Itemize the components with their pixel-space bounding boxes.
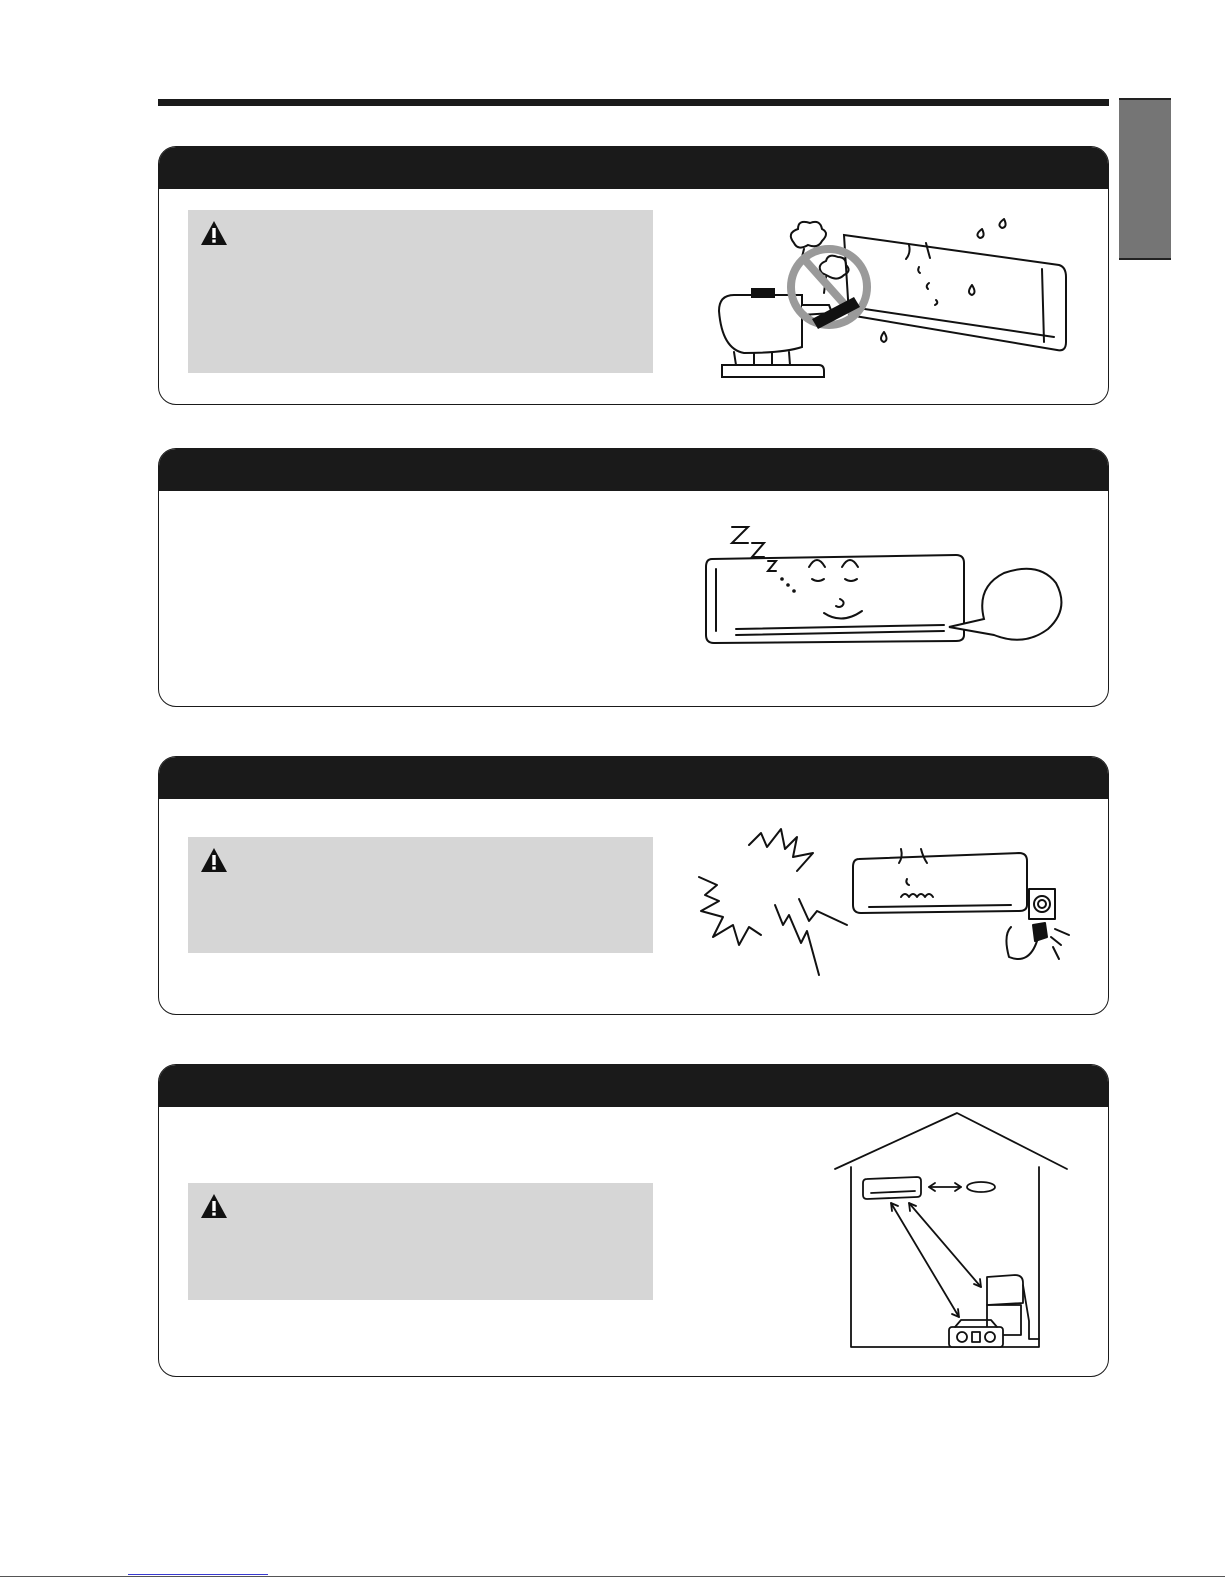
sleeping-unit-illustration xyxy=(694,517,1074,667)
warning-triangle-icon xyxy=(200,847,228,873)
section-interference xyxy=(158,1064,1109,1377)
house-interference-illustration xyxy=(829,1107,1079,1352)
warning-box xyxy=(188,210,653,373)
warning-box xyxy=(188,1183,653,1300)
steam-near-unit-illustration xyxy=(714,207,1089,387)
section-header xyxy=(159,147,1108,189)
section-quiet xyxy=(158,448,1109,707)
bottom-rule xyxy=(0,1576,1225,1577)
section-header xyxy=(159,1065,1108,1107)
top-rule xyxy=(158,99,1109,106)
warning-box xyxy=(188,837,653,953)
section-header xyxy=(159,449,1108,491)
lightning-unplug-illustration xyxy=(689,825,1079,990)
section-steam xyxy=(158,146,1109,405)
section-lightning xyxy=(158,756,1109,1015)
footer-link-underline xyxy=(128,1574,268,1575)
language-side-tab xyxy=(1119,98,1171,260)
warning-triangle-icon xyxy=(200,220,228,246)
section-header xyxy=(159,757,1108,799)
warning-triangle-icon xyxy=(200,1193,228,1219)
